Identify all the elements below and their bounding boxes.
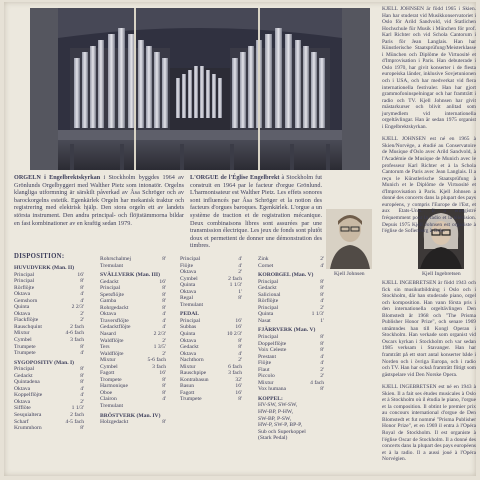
stop-size: 8' <box>80 372 84 379</box>
stop-name: Sesquialtera <box>14 412 42 419</box>
stop-name: Subbas <box>180 324 197 331</box>
stop-name: Mixtur <box>14 330 30 337</box>
stop-row <box>258 318 324 325</box>
caption-french-title: L'ORGUE de l'Église Engelbrekt <box>190 174 280 181</box>
stop-name: Fagott <box>100 370 115 377</box>
caption-french-text: à Stockholm fut construit en 1964 par le facteur d'orgue Grönlund. L'harmonisateur est Walther Pietz. Les effets sonores sont influencés par Åsa Schröger et la notion des facteurs d'orgues baroques. Egenkärlek. L'orgue a un système de traction et de registration mécanique. Deux combinaisons libres sont assurées par une transmission électrique. Les jeux de fonds sont plutôt doux et permettent de donner une démonstration des timbres. <box>190 174 323 250</box>
bio-johnsen-swedish: KJELL JOHNSEN är född 1965 i Skien. Han har studerat vid Musikkonservatoriet i Oslo för Arild Sandvold, vid Statlichen Hochschule für Musik i München för prof. Karl Richter och vid Schola Cantorum i Paris för Jean Langlais. Han har Künstlerische Staatsprüfung/Meisterklasse i München och Diplôme de Virtuosité et d'Improvisation i Paris. Han debuterade i Oslo 1970, har givit konserter i de flesta europeiska länder, inklusive Sovjetunionen och i USA, och har medverkat vid flera internationella festivaler. Han har gjort grammofoninspelningar och har framträtt i radio och TV. Kjell Johnsen har givit mästarkurser och blivit anlitad som jurymedlem vid internationella orgeltävlingar. Han är sedan 1975 organist i Engelbrektskyrkan. <box>382 6 476 130</box>
stop-name: Rörflöjte <box>14 284 35 291</box>
stop-name: Principal <box>180 256 201 262</box>
stop-name: Fagott <box>180 389 195 396</box>
stop-name: Vox humana <box>258 386 287 393</box>
stop-name: Principal <box>100 285 121 292</box>
stop-name: Mixtur <box>258 379 274 386</box>
stop-name: Oktava <box>14 291 31 298</box>
stop-size: 3 fach <box>228 370 242 377</box>
stop-size: 8' <box>80 379 84 386</box>
stop-name: Oktava <box>14 310 31 317</box>
stop-name: Oktava <box>14 398 31 405</box>
stop-name: Quinta <box>180 331 196 338</box>
stop-size: 8' <box>80 278 84 285</box>
stop-size: 8' <box>80 425 84 432</box>
stop-name: Scharf <box>14 418 29 425</box>
section-title: SYGOPOSITIV (Man. I) <box>14 359 75 366</box>
section-title: PEDAL <box>180 311 199 318</box>
stop-name: Tremulant <box>100 262 124 269</box>
section-title: KOPPEL: <box>258 395 283 402</box>
stop-size: 2' <box>80 317 84 324</box>
biography-column <box>382 6 476 241</box>
stop-size: 4-6 fach <box>65 330 84 337</box>
stop-name: Cymbel <box>14 337 32 344</box>
stop-name: Cornet <box>258 262 274 269</box>
stop-name: Gedackt <box>14 372 33 379</box>
stop-size: 16' <box>77 271 84 278</box>
stop-name: Waldflöjte <box>100 337 124 344</box>
stop-size: 3 fach <box>152 363 166 370</box>
stop-size: 4' <box>80 350 84 357</box>
stop-size: 4' <box>162 324 166 331</box>
stop-name: Holzgedackt <box>100 419 129 426</box>
stop-size: 8' <box>80 366 84 373</box>
stop-list-svallverk <box>100 279 166 410</box>
stop-name: Rauschpipe <box>180 370 207 377</box>
portrait-illustration <box>326 209 372 269</box>
stop-row <box>258 386 324 393</box>
stop-size: 2' <box>80 398 84 405</box>
stop-size: 8' <box>320 347 324 354</box>
stop-size: 2 fach <box>228 275 242 282</box>
stop-size: 8' <box>238 396 242 403</box>
stop-name: Nachthorn <box>180 357 204 364</box>
stop-name: Doppelflöjte <box>258 340 287 347</box>
stop-size: 1' <box>238 288 242 295</box>
stop-row <box>14 425 84 432</box>
caption-swedish-title: ORGELN i Engelbrektskyrkan <box>14 174 101 181</box>
stop-name: Gedackt <box>100 278 119 285</box>
stop-size: 8' <box>162 419 166 426</box>
stop-name: Regal <box>180 295 194 302</box>
koppel-line: HV-SW, SW-SW, <box>258 402 298 409</box>
koppel-list <box>258 402 324 441</box>
stop-name: Krummhorn <box>14 425 42 432</box>
bio-johnsen-french: KJELL JOHNSEN est né en 1965 à Skien/Norvège, a étudié au Conservatoire de Musique d'Oslo avec Arild Sandvold, à l'Académie de Musique de Munich avec le professeur Karl Richter et à la Schola Cantorum de Paris avec Jean Langlais. Il a reçu le Künstlerische Staatsprüfung à Munich et le Diplôme de Virtuosité et d'Improvisation à Paris. Kjell Johnsen a donné des concerts dans la plupart des pays européens, y compris l'Europe de l'Est, et aux Etats-Unis. Il a enregistré fréquemment pour la radio et la télévision. Depuis 1975 Kjell Johnsen est organiste à l'église de Sofienberg à Oslo. <box>382 136 476 235</box>
stop-size: 8' <box>162 304 166 311</box>
stop-size: 1 1/3' <box>311 311 324 318</box>
stop-name: Rörflöjte <box>258 298 279 305</box>
stop-name: Gemshorn <box>14 297 38 304</box>
stop-size: 8' <box>162 256 166 262</box>
stop-size: 16' <box>235 389 242 396</box>
stop-name: Gedackt <box>258 285 277 292</box>
stop-name: Koppelflöjte <box>14 392 43 399</box>
stop-size: 16' <box>235 383 242 390</box>
stop-name: Trumpete <box>180 396 202 403</box>
stop-size: 32' <box>235 376 242 383</box>
stop-row <box>100 263 166 270</box>
stop-size: 4' <box>320 262 324 269</box>
stop-size: 4' <box>162 396 166 403</box>
stop-size: 2' <box>238 269 242 276</box>
stop-list-pedal <box>180 318 242 403</box>
stop-row <box>100 403 166 410</box>
section-title: BRÖSTVERK (Man. IV) <box>100 412 161 419</box>
biography-column-lower <box>382 280 476 469</box>
stop-name: Salicional <box>258 291 281 298</box>
stop-size: 8' <box>320 386 324 393</box>
stop-list-korobgel <box>258 279 324 325</box>
disposition-title: DISPOSITION: <box>14 253 65 260</box>
stop-size: 16' <box>235 324 242 331</box>
stop-size: 8' <box>320 285 324 292</box>
stop-name: Flaut <box>258 366 270 373</box>
stop-size: 5-6 fach <box>147 357 166 364</box>
stop-size: 10 2/3' <box>226 331 242 338</box>
stop-column-1 <box>14 262 84 432</box>
stop-name: Mixtur <box>100 357 116 364</box>
koppel-line: HW-BP, P-HW, <box>258 409 294 416</box>
stop-name: Nasat <box>258 317 271 324</box>
portrait-caption-johnsen: Kjell Johnsen <box>334 271 365 277</box>
stop-list-col2a <box>100 256 166 269</box>
stop-name: Flöjte <box>258 360 272 367</box>
caption-swedish <box>14 174 184 227</box>
stop-column-4 <box>258 256 324 442</box>
koppel-line: (Stark Pedal) <box>258 435 288 442</box>
stop-name: Gedacktflöjte <box>100 324 131 331</box>
portrait-caption-ingebretsen: Kjell Ingebretsen <box>422 271 461 277</box>
stop-name: Traversflöjte <box>100 317 129 324</box>
stop-name: Flackflöjte <box>14 317 39 324</box>
stop-list-huvudverk <box>14 272 84 357</box>
stop-name: Voix Celeste <box>258 347 287 354</box>
stop-name: Trompete <box>100 376 122 383</box>
stop-size: 8' <box>320 278 324 285</box>
stop-size: 8' <box>238 337 242 344</box>
caption-swedish-text: i Stockholm byggdes 1964 av Grönlunds Orgelbyggeri med Walther Pietz som intonatör. Orgelns klangliga utformning är särskilt påverkad av Åsa Schröger och av barockorgelns estetik. Egenkärlek Orgeln har mekanisk traktur och registrering med elektrisk hjälp. Den stora orgeln ett av landets största instrument. Den andra principal- och flöjtstämmorna bildar en fast kombinationer av en kraftig sedan 1979. <box>14 174 184 227</box>
stop-size: 8' <box>162 285 166 292</box>
stop-size: 2' <box>162 337 166 344</box>
stop-size: 4' <box>162 311 166 318</box>
stop-size: 4' <box>80 297 84 304</box>
stop-name: Harmonique <box>100 383 128 390</box>
stop-name: Clairon <box>100 396 117 403</box>
stop-name: Tremulant <box>180 301 204 308</box>
stop-name: Quintadena <box>14 379 40 386</box>
stop-size: 4 fach <box>310 379 324 386</box>
stop-name: Cymbel <box>180 275 198 282</box>
stop-size: 4-5 fach <box>65 418 84 425</box>
stop-size: 16' <box>159 278 166 285</box>
stop-size: 2 fach <box>70 323 84 330</box>
stop-size: 2 2/3' <box>153 331 166 338</box>
stop-size: 4' <box>320 298 324 305</box>
stop-size: 2' <box>162 350 166 357</box>
caption-french <box>190 174 322 250</box>
koppel-line: Sub och Superkoppel <box>258 428 306 435</box>
stop-size: 8' <box>162 389 166 396</box>
portrait-kjell-johnsen <box>326 209 372 269</box>
stop-size: 8' <box>238 344 242 351</box>
stop-size: 2 fach <box>70 412 84 419</box>
stop-name: Tremulant <box>100 403 124 410</box>
stop-name: Flöjte <box>180 262 194 269</box>
stop-size: 4' <box>162 317 166 324</box>
stop-size: 2' <box>238 357 242 364</box>
stop-list-brostverk <box>100 419 166 426</box>
organ-illustration <box>30 8 370 170</box>
stop-size: 8' <box>238 295 242 302</box>
stop-size: 1 3/5' <box>153 344 166 351</box>
stop-size: 8' <box>320 291 324 298</box>
stop-list-syrpositiv <box>14 366 84 431</box>
stop-name: Spetsflöjte <box>100 291 124 298</box>
stop-name: Rohrschalmej <box>100 256 132 262</box>
photo-divider <box>258 8 260 170</box>
stop-size: 1 1/3' <box>229 282 242 289</box>
stop-name: Principal <box>14 271 35 278</box>
stop-size: 16' <box>235 317 242 324</box>
stop-name: Oktava <box>180 269 197 276</box>
stop-row <box>100 419 166 426</box>
stop-name: Quinta <box>180 282 196 289</box>
section-title: FJÄRRVERK (Man. V) <box>258 327 316 334</box>
stop-size: 1 1/3' <box>71 405 84 412</box>
stop-size: 2 2/3' <box>71 304 84 311</box>
stop-name: Oktava <box>180 288 197 295</box>
bio-ingebretsen-french: KJELL INGEBRETSEN est né en 1943 à Skien. Il a fait ses études musicales à Oslo et à Stockholm où il étudia le piano, l'orgue et la composition. Il obtint le premier prix au concours international d'orgue de Den Blomstedt et fut nommé "Prisma Publisher Honor Prize", et en 1969 il entra à l'Opéra Royal de Stockholm. Il est organiste à l'église Oscar de Stockholm. Il a donné des concerts dans la plupart des pays européens et à la radio. Il a aussi joué à l'Opéra Norvégien. <box>382 384 477 463</box>
stop-size: 4' <box>80 392 84 399</box>
stop-name: Gedackt <box>180 344 199 351</box>
stop-name: Principal <box>180 317 201 324</box>
stop-list-col3a <box>180 256 242 308</box>
stop-size: 4' <box>238 262 242 269</box>
stop-name: Trumpete <box>14 350 36 357</box>
stop-size: 8' <box>320 340 324 347</box>
stop-column-3 <box>180 256 242 403</box>
stop-name: Principal <box>258 334 279 341</box>
stop-name: Oktava <box>180 350 197 357</box>
stop-row <box>14 350 84 357</box>
stop-name: Principal <box>14 278 35 285</box>
stop-name: Oktava <box>100 311 117 318</box>
stop-name: Prestant <box>258 353 277 360</box>
section-title: SVÄLLVERK (Man. III) <box>100 272 160 279</box>
stop-name: Ters <box>100 344 110 351</box>
stop-size: 16' <box>159 370 166 377</box>
stop-size: 2' <box>80 310 84 317</box>
stop-size: 2' <box>320 256 324 262</box>
stop-size: 8' <box>162 376 166 383</box>
stop-size: 4' <box>80 291 84 298</box>
stop-list-fjarrverk <box>258 334 324 393</box>
stop-name: Rauschquint <box>14 323 42 330</box>
stop-name: Principal <box>258 304 279 311</box>
stop-name: Gamba <box>100 298 117 305</box>
stop-name: Oktava <box>14 385 31 392</box>
stop-name: Basun <box>180 383 194 390</box>
stop-name: Waldflöjte <box>100 350 124 357</box>
stop-size: 4' <box>80 385 84 392</box>
stop-row <box>180 396 242 403</box>
stop-size: 2' <box>320 366 324 373</box>
stop-size: 1' <box>320 317 324 324</box>
bio-ingebretsen-swedish: KJELL INGEBRETSEN är född 1943 och fick sin musikutbildning i Oslo och i Stockholm, där han studerade piano, orgel och komposition. Han vann första pris i den internationella orgeltävlingen Den Blomstedt år 1968 och "The Prisma Publisher Honor Prize", och senare 1969 utnämndes han till Kongl Operan i Stockholm. Han verkade som organist vid Oscars kyrkan i Stockholm och var sedan 1985 verksam i Stavanger. Han har framträtt på ett stort antal konserter både i Norden och i övriga Europa, och i radio och TV. Han har också framträtt flitigt som gästspelare vid Den Norske Opera. <box>382 280 476 378</box>
stop-size: 4' <box>238 350 242 357</box>
stop-name: Principal <box>258 278 279 285</box>
stop-name: Quinta <box>14 304 30 311</box>
koppel-line: HW-P, SW-P, BP-P, <box>258 422 302 429</box>
stop-name: Principal <box>14 366 35 373</box>
photo-divider <box>134 8 136 170</box>
stop-name: Oboe <box>100 389 113 396</box>
stop-size: 4' <box>320 353 324 360</box>
stop-name: Piccolo <box>258 373 275 380</box>
stop-size: 8' <box>162 291 166 298</box>
stop-name: Trumpete <box>14 343 36 350</box>
stop-name: Cymbel <box>100 363 118 370</box>
stop-row <box>258 263 324 270</box>
stop-name: Mixtur <box>180 363 196 370</box>
organ-photo <box>30 8 370 170</box>
album-back-cover <box>4 2 476 476</box>
stop-size: 3 fach <box>70 337 84 344</box>
stop-name: Nasard <box>100 331 116 338</box>
stop-name: Quinta <box>258 311 274 318</box>
stop-size: 4' <box>238 256 242 262</box>
stop-column-2 <box>100 256 166 426</box>
stop-name: Oktava <box>180 337 197 344</box>
stop-name: Rohrgedackt <box>100 304 129 311</box>
stop-name: Kontrabasun <box>180 376 209 383</box>
stop-size: 2' <box>320 373 324 380</box>
stop-size: 8' <box>320 334 324 341</box>
section-title: KOROBGEL (Man. V) <box>258 272 314 279</box>
stop-size: 6 fach <box>228 363 242 370</box>
stop-size: 8' <box>80 284 84 291</box>
stop-name: Sifflöte <box>14 405 31 412</box>
stop-size: 8' <box>80 343 84 350</box>
koppel-line: SW-BP, P-SW, <box>258 415 292 422</box>
section-title: HUVUDVERK (Man. II) <box>14 265 75 271</box>
stop-size: 8' <box>162 298 166 305</box>
stop-list-col4a <box>258 256 324 269</box>
stop-row <box>180 302 242 309</box>
stop-size: 4' <box>320 360 324 367</box>
stop-size: 2' <box>320 304 324 311</box>
stop-name: Zink <box>258 256 269 262</box>
stop-size: 8' <box>162 383 166 390</box>
